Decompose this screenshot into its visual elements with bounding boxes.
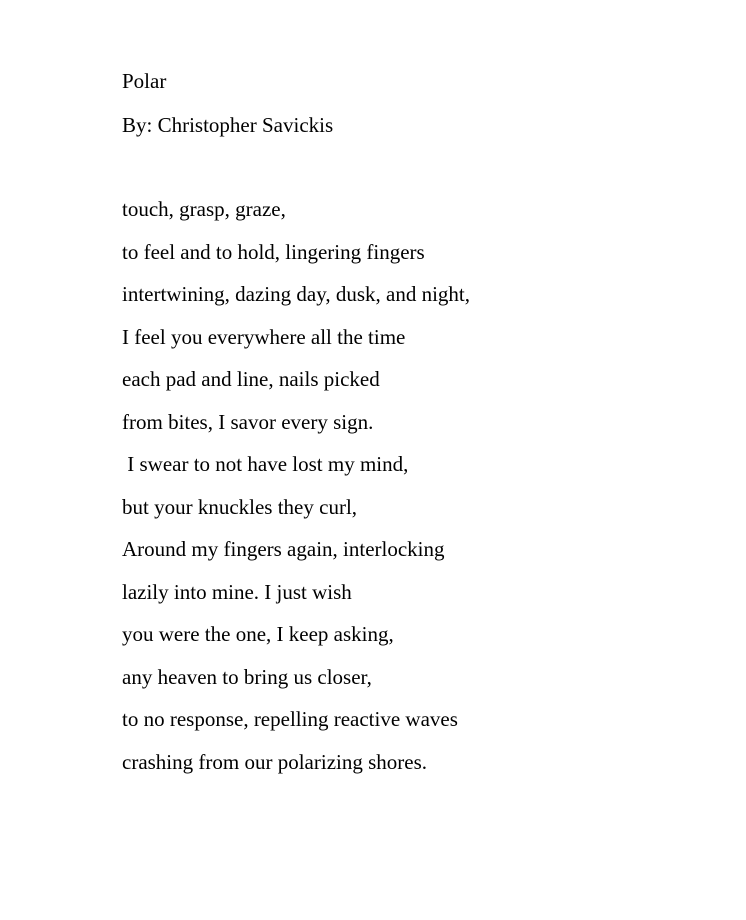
poem-line: each pad and line, nails picked: [122, 367, 380, 391]
poem-line: you were the one, I keep asking,: [122, 622, 394, 646]
poem-line: Around my fingers again, interlocking: [122, 537, 445, 561]
poem-line: intertwining, dazing day, dusk, and night,: [122, 282, 470, 306]
poem-title: Polar: [122, 69, 167, 93]
poem-line: I swear to not have lost my mind,: [122, 452, 409, 476]
poem-body: [122, 197, 470, 792]
poem-line: any heaven to bring us closer,: [122, 664, 372, 689]
poem-author: By: Christopher Savickis: [122, 113, 334, 137]
poem-line: to no response, repelling reactive waves: [122, 707, 458, 731]
poem-line: from bites, I savor every sign.: [122, 409, 374, 434]
poem-line: to feel and to hold, lingering fingers: [122, 239, 425, 264]
poem-line: but your knuckles they curl,: [122, 494, 358, 519]
poem-line: I feel you everywhere all the time: [122, 324, 406, 349]
poem-line: crashing from our polarizing shores.: [122, 749, 428, 774]
poem-line: lazily into mine. I just wish: [122, 579, 352, 604]
poem-line: touch, grasp, graze,: [122, 197, 286, 221]
